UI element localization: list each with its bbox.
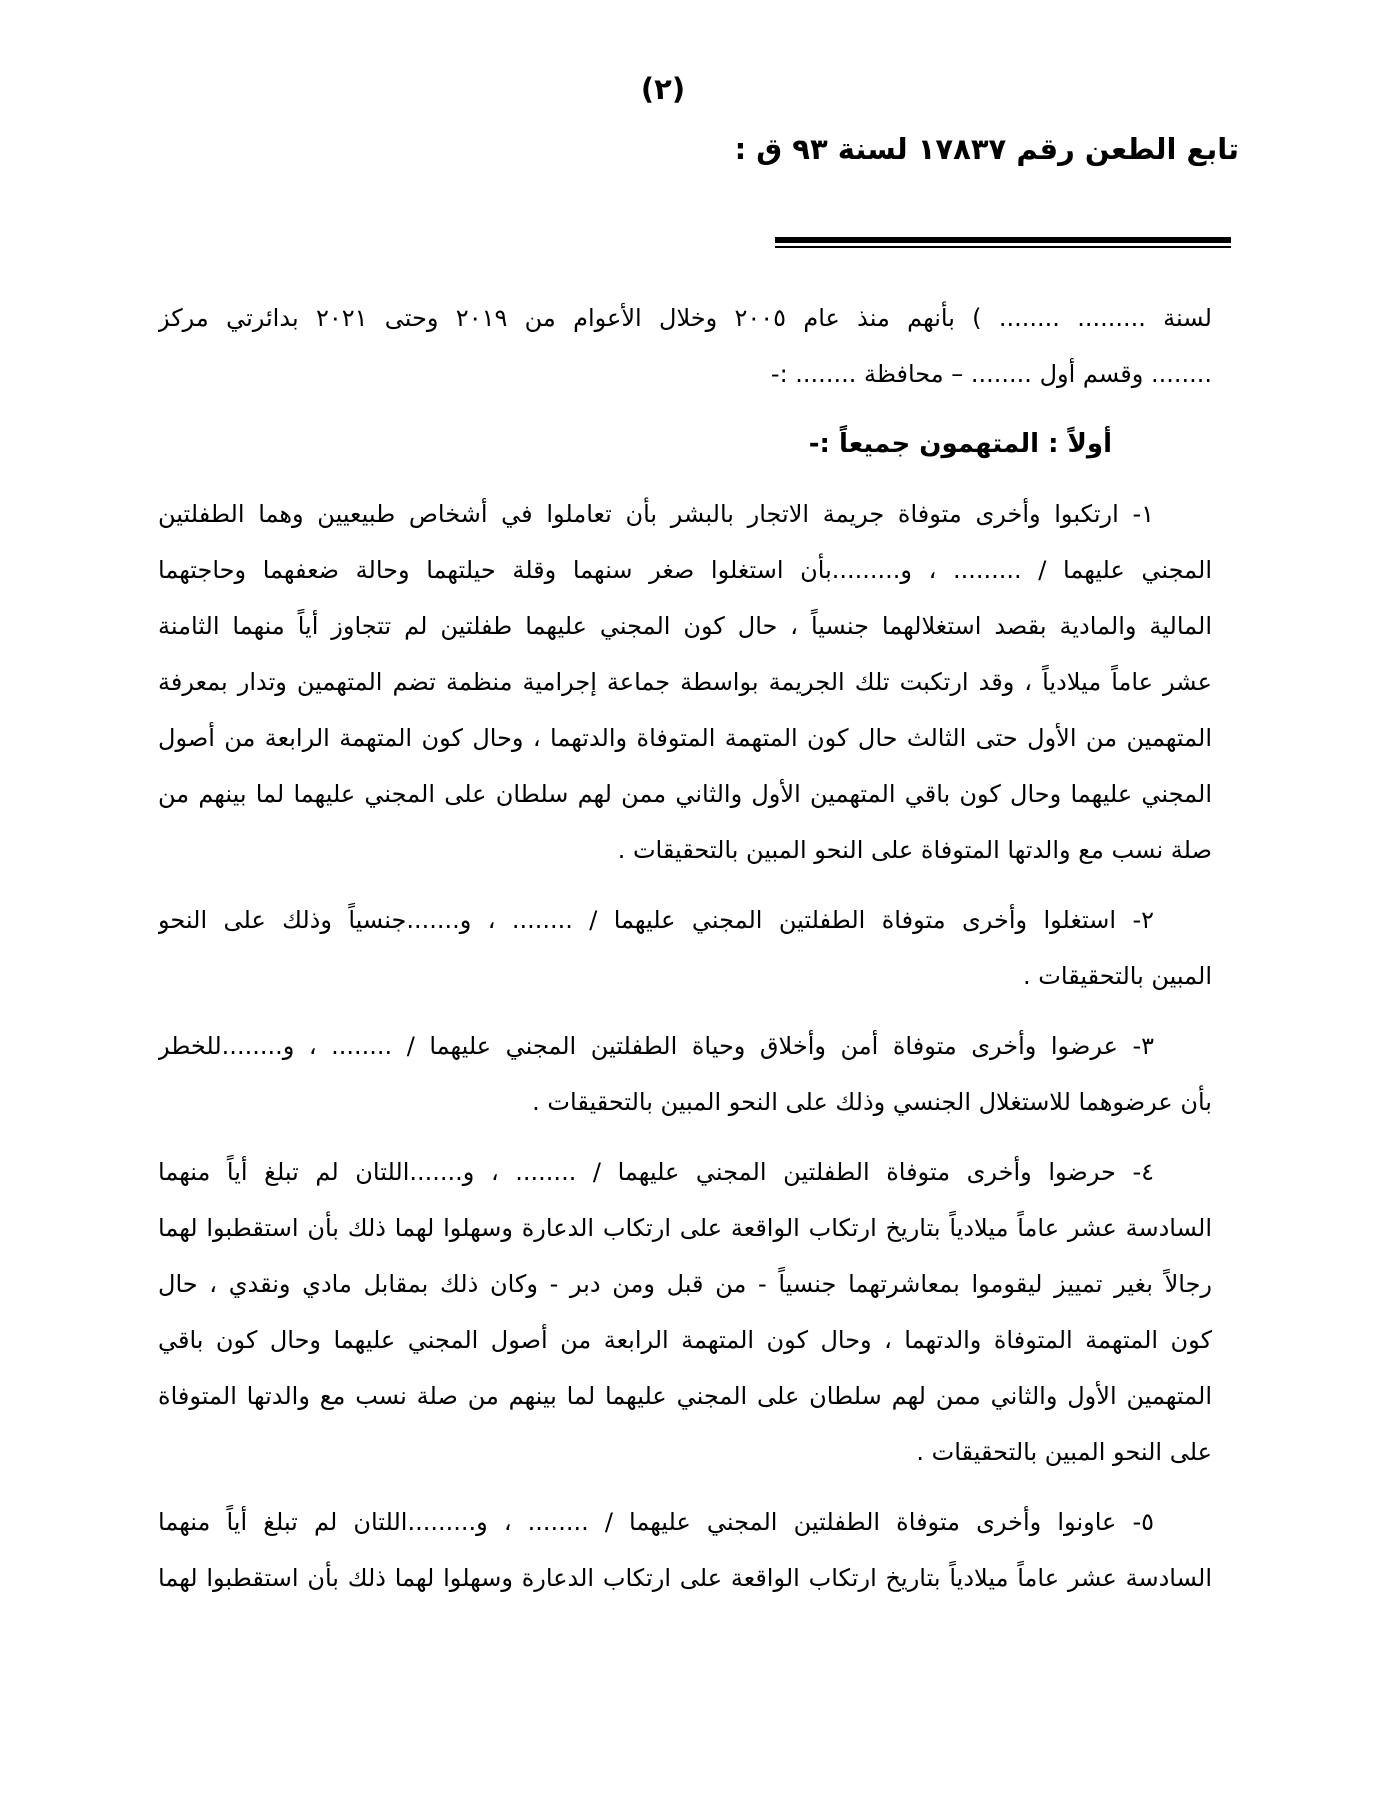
body-text-line: المتهمين الأول والثاني ممن لهم سلطان على المجني عليهما لما بينهم من صلة نسب مع والدتها المتوفاة bbox=[158, 1382, 1212, 1410]
body-text-line: ٣- عرضوا وأخرى متوفاة أمن وأخلاق وحياة الطفلتين المجني عليهما / ........ ، و........للخطر bbox=[158, 1032, 1154, 1060]
body-text-line: المتهمين من الأول حتى الثالث حال كون المتهمة المتوفاة والدتهما ، وحال كون المتهمة الرابعة من أصول bbox=[158, 724, 1212, 752]
body-text-line: السادسة عشر عاماً ميلادياً بتاريخ ارتكاب الواقعة على ارتكاب الدعارة وسهلوا لهما ذلك بأن استقطبوا لهما bbox=[158, 1214, 1212, 1242]
body-text-line: عشر عاماً ميلادياً ، وقد ارتكبت تلك الجريمة بواسطة جماعة إجرامية منظمة تضم المتهمين وتدار بمعرفة bbox=[158, 668, 1212, 696]
body-text-line: السادسة عشر عاماً ميلادياً بتاريخ ارتكاب الواقعة على ارتكاب الدعارة وسهلوا لهما ذلك بأن استقطبوا لهما bbox=[158, 1564, 1212, 1592]
document-body bbox=[158, 290, 1212, 1606]
body-text-line: ........ وقسم أول ........ – محافظة ........ :- bbox=[770, 360, 1212, 388]
header-divider-thin-line bbox=[775, 246, 1231, 248]
section-heading: أولاً : المتهمون جميعاً :- bbox=[808, 429, 1112, 459]
body-text-line: بأن عرضوهما للاستغلال الجنسي وذلك على النحو المبين بالتحقيقات . bbox=[532, 1088, 1212, 1116]
body-text-line: ٤- حرضوا وأخرى متوفاة الطفلتين المجني عليهما / ........ ، و.......اللتان لم تبلغ أياً منهما bbox=[158, 1158, 1154, 1186]
body-text-line: كون المتهمة المتوفاة والدتهما ، وحال كون المتهمة الرابعة من أصول المجني عليهما وحال كون باقي bbox=[158, 1326, 1212, 1354]
body-text-line: المجني عليهما وحال كون باقي المتهمين الأول والثاني ممن لهم سلطان على المجني عليهما لما بينهم من bbox=[158, 780, 1212, 808]
body-text-line: المجني عليهما / ......... ، و.........بأن استغلوا صغر سنهما وقلة حيلتهما وحالة ضعفهما وحاجتهما bbox=[158, 556, 1212, 584]
body-text-line: ٢- استغلوا وأخرى متوفاة الطفلتين المجني عليهما / ........ ، و.......جنسياً وذلك على النحو bbox=[158, 906, 1154, 934]
header-divider-thick-line bbox=[775, 237, 1231, 243]
body-text-line: المالية والمادية بقصد استغلالهما جنسياً ، حال كون المجني عليهما طفلتين لم تتجاوز أياً منهما الثامنة bbox=[158, 612, 1212, 640]
body-text-line: رجالاً بغير تمييز ليقوموا بمعاشرتهما جنسياً - من قبل ومن دبر - وكان ذلك بمقابل مادي ونقدي ، حال bbox=[158, 1270, 1212, 1298]
header-divider bbox=[775, 237, 1231, 248]
page-number: (٢) bbox=[640, 72, 686, 106]
body-text-line: لسنة ......... ........ ) بأنهم منذ عام ٢٠٠٥ وخلال الأعوام من ٢٠١٩ وحتى ٢٠٢١ بدائرتي مركز bbox=[158, 304, 1212, 332]
body-text-line: صلة نسب مع والدتها المتوفاة على النحو المبين بالتحقيقات . bbox=[617, 836, 1212, 864]
body-text-line: على النحو المبين بالتحقيقات . bbox=[916, 1438, 1212, 1466]
body-text-line: ١- ارتكبوا وأخرى متوفاة جريمة الاتجار بالبشر بأن تعاملوا في أشخاص طبيعيين وهما الطفلتين bbox=[158, 500, 1154, 528]
body-text-line: ٥- عاونوا وأخرى متوفاة الطفلتين المجني عليهما / ........ ، و.........اللتان لم تبلغ أياً منهما bbox=[158, 1508, 1154, 1536]
body-text-line: المبين بالتحقيقات . bbox=[1023, 962, 1212, 990]
case-header-title: تابع الطعن رقم ١٧٨٣٧ لسنة ٩٣ ق : bbox=[734, 132, 1239, 166]
